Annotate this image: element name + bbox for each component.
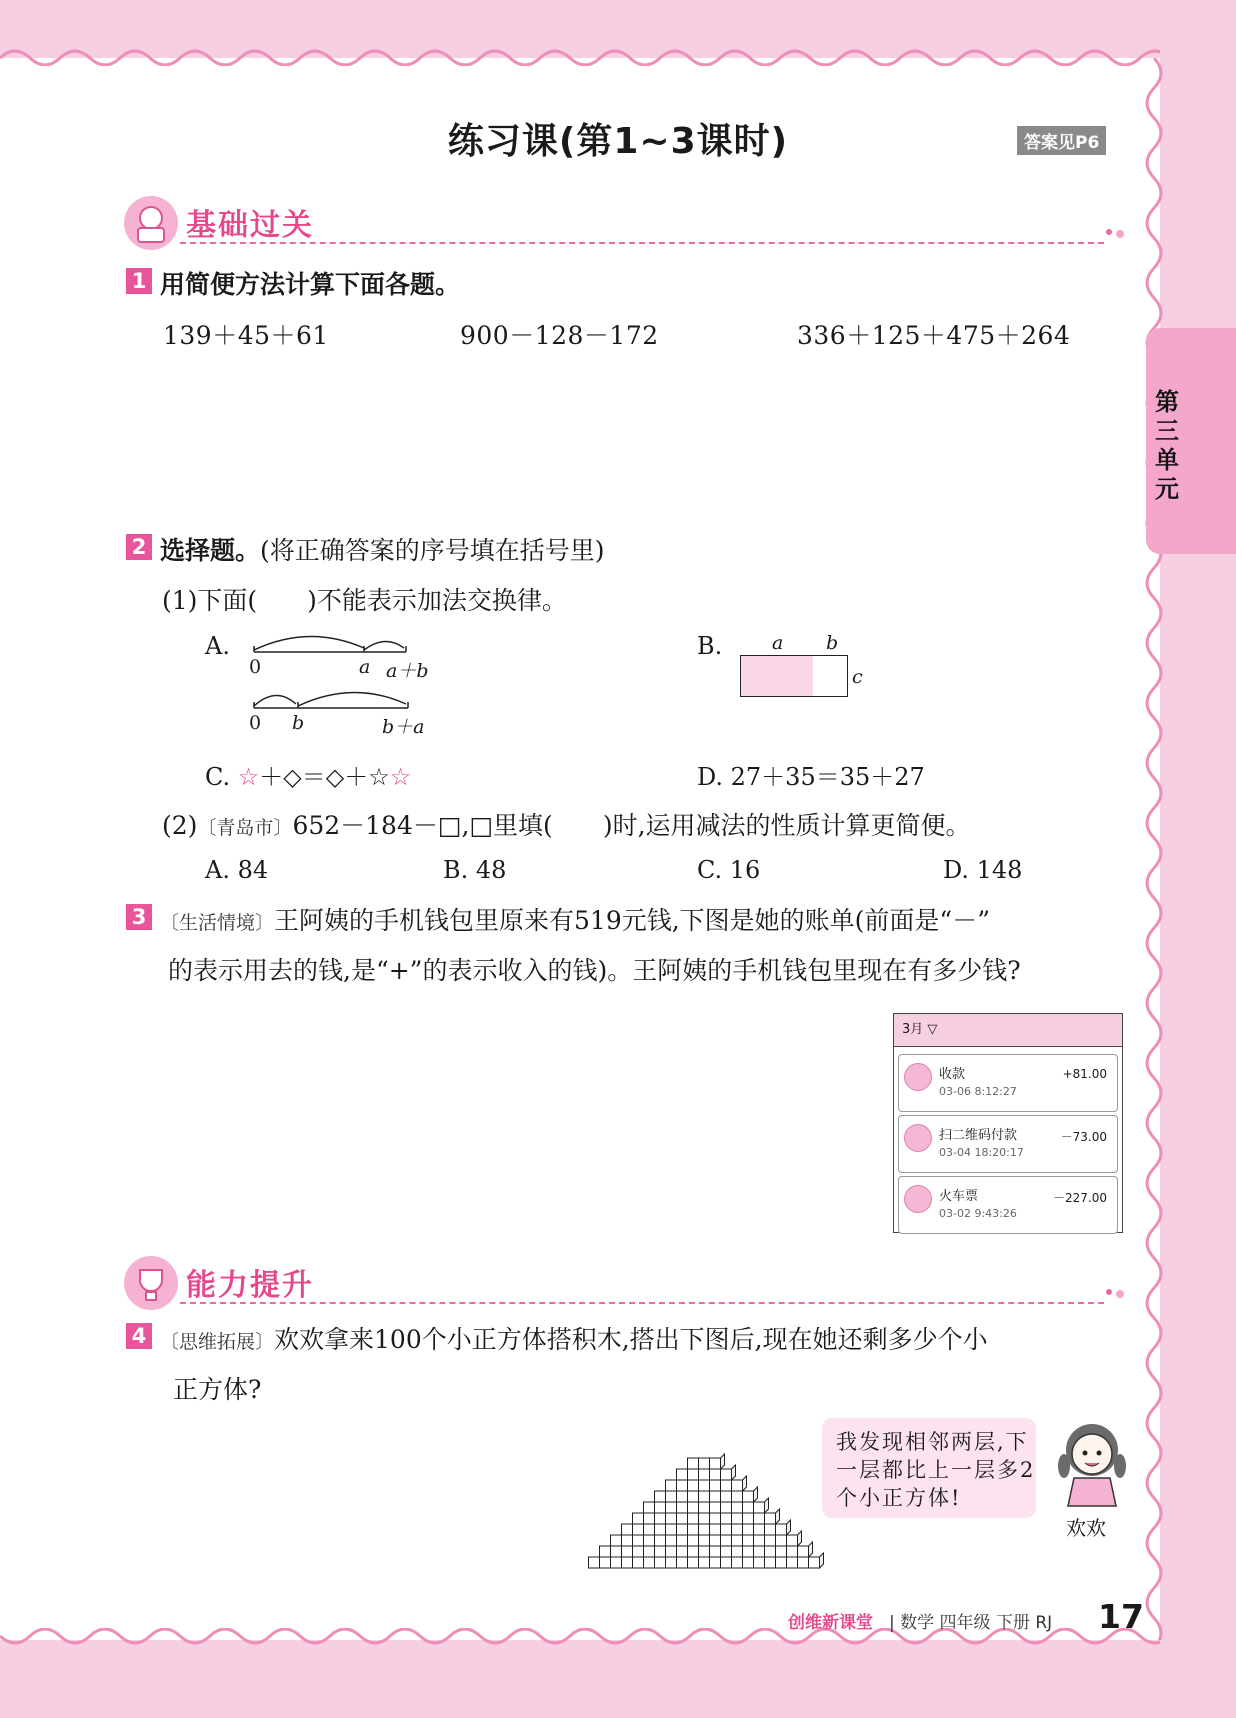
cube bbox=[633, 1546, 644, 1557]
right-wavy-border bbox=[1144, 58, 1170, 1640]
section-divider bbox=[180, 242, 1104, 244]
cube bbox=[666, 1535, 677, 1546]
footer-book-info: | 数学 四年级 下册 RJ bbox=[889, 1613, 1053, 1633]
cube bbox=[677, 1524, 688, 1535]
cube bbox=[622, 1524, 633, 1535]
q4-line1-text: 欢欢拿来100个小正方体搭积木,搭出下图后,现在她还剩多少个小 bbox=[274, 1325, 988, 1354]
cube-side-face bbox=[787, 1520, 791, 1535]
question-number-4: 4 bbox=[126, 1323, 152, 1349]
cube bbox=[710, 1469, 721, 1480]
cube bbox=[732, 1557, 743, 1568]
cube bbox=[710, 1491, 721, 1502]
answer-reference-badge: 答案见P6 bbox=[1017, 126, 1106, 155]
cube bbox=[688, 1469, 699, 1480]
bill-row-amount: －73.00 bbox=[1060, 1130, 1107, 1144]
bill-row-time: 03-02 9:43:26 bbox=[939, 1207, 1017, 1220]
cube-side-face bbox=[743, 1476, 747, 1491]
cube bbox=[743, 1502, 754, 1513]
cube bbox=[611, 1557, 622, 1568]
cube bbox=[633, 1557, 644, 1568]
question-4-line-2: 正方体? bbox=[173, 1375, 262, 1404]
q2-part2-option-b: B. 48 bbox=[443, 856, 507, 884]
cube bbox=[666, 1557, 677, 1568]
cube-side-face bbox=[820, 1553, 824, 1568]
cube bbox=[666, 1502, 677, 1513]
section-heading-advanced: 能力提升 bbox=[186, 1268, 314, 1303]
cube bbox=[688, 1546, 699, 1557]
cube bbox=[721, 1513, 732, 1524]
cube bbox=[710, 1480, 721, 1491]
numline-a-label: a bbox=[359, 656, 371, 678]
cube bbox=[721, 1491, 732, 1502]
cube bbox=[798, 1557, 809, 1568]
cube bbox=[732, 1535, 743, 1546]
q2-part2-option-d: D. 148 bbox=[943, 856, 1023, 884]
cube bbox=[688, 1502, 699, 1513]
cube bbox=[787, 1546, 798, 1557]
numline-b-plus-a-label: b＋a bbox=[382, 716, 425, 738]
cube bbox=[710, 1458, 721, 1469]
cube bbox=[787, 1557, 798, 1568]
cube bbox=[699, 1491, 710, 1502]
cube-side-face bbox=[776, 1509, 780, 1524]
q1-expression-3: 336＋125＋475＋264 bbox=[797, 321, 1071, 350]
bill-row-time: 03-04 18:20:17 bbox=[939, 1146, 1024, 1159]
cube bbox=[809, 1557, 820, 1568]
rect-c-label: c bbox=[852, 666, 863, 688]
q2-part1-stem: (1)下面( )不能表示加法交换律。 bbox=[162, 586, 567, 615]
cube bbox=[655, 1546, 666, 1557]
bill-row-name: 扫二维码付款 bbox=[939, 1128, 1018, 1143]
cube bbox=[677, 1469, 688, 1480]
q2-part2-option-c: C. 16 bbox=[697, 856, 761, 884]
mascot-icon bbox=[124, 196, 178, 250]
cube bbox=[721, 1469, 732, 1480]
footer-brand: 创维新课堂 bbox=[788, 1613, 873, 1633]
cube bbox=[688, 1480, 699, 1491]
cube bbox=[743, 1524, 754, 1535]
cube bbox=[754, 1546, 765, 1557]
q2-option-c-label: C. bbox=[205, 763, 231, 791]
cube bbox=[611, 1535, 622, 1546]
girl-name-label: 欢欢 bbox=[1066, 1516, 1106, 1540]
bill-screenshot bbox=[893, 1013, 1123, 1233]
cube bbox=[732, 1502, 743, 1513]
bill-month-selector: 3月 ▽ bbox=[894, 1014, 1122, 1047]
cube bbox=[611, 1546, 622, 1557]
cube bbox=[622, 1535, 633, 1546]
bill-row-time: 03-06 8:12:27 bbox=[939, 1085, 1017, 1098]
cube bbox=[655, 1557, 666, 1568]
cube-side-face bbox=[754, 1487, 758, 1502]
cube bbox=[710, 1557, 721, 1568]
cube bbox=[699, 1513, 710, 1524]
cube bbox=[732, 1513, 743, 1524]
cube bbox=[754, 1535, 765, 1546]
question-2-note: (将正确答案的序号填在括号里) bbox=[260, 536, 605, 565]
q2-part2-prefix: (2) bbox=[162, 811, 198, 840]
payment-icon bbox=[904, 1063, 932, 1091]
numline-b-zero: 0 bbox=[249, 712, 262, 734]
cube bbox=[666, 1491, 677, 1502]
cube bbox=[677, 1491, 688, 1502]
cube bbox=[688, 1535, 699, 1546]
q2-option-a-label: A. bbox=[205, 632, 230, 660]
section-divider bbox=[180, 1302, 1104, 1304]
question-1-text: 用简便方法计算下面各题。 bbox=[160, 270, 461, 299]
train-icon bbox=[904, 1185, 932, 1213]
cube bbox=[633, 1513, 644, 1524]
cube bbox=[688, 1557, 699, 1568]
cube bbox=[710, 1524, 721, 1535]
cube bbox=[721, 1524, 732, 1535]
q2-part2-stem bbox=[162, 806, 971, 842]
cube bbox=[677, 1557, 688, 1568]
cube bbox=[644, 1557, 655, 1568]
cube-side-face bbox=[765, 1498, 769, 1513]
question-number-2: 2 bbox=[126, 534, 152, 560]
cube bbox=[699, 1469, 710, 1480]
cube bbox=[710, 1502, 721, 1513]
cube bbox=[589, 1557, 600, 1568]
cube bbox=[776, 1524, 787, 1535]
cube bbox=[677, 1480, 688, 1491]
cube bbox=[798, 1546, 809, 1557]
cube bbox=[655, 1524, 666, 1535]
cube bbox=[754, 1557, 765, 1568]
cube bbox=[699, 1502, 710, 1513]
q1-expression-2: 900－128－172 bbox=[460, 321, 659, 350]
cube bbox=[677, 1546, 688, 1557]
numline-a-zero: 0 bbox=[249, 656, 262, 678]
cube bbox=[677, 1535, 688, 1546]
cube-side-face bbox=[809, 1542, 813, 1557]
cube bbox=[776, 1546, 787, 1557]
trophy-mascot-icon bbox=[124, 1256, 178, 1310]
cube bbox=[721, 1557, 732, 1568]
cube bbox=[677, 1502, 688, 1513]
cube bbox=[600, 1546, 611, 1557]
cube bbox=[666, 1524, 677, 1535]
cube bbox=[699, 1458, 710, 1469]
q3-tag: 〔生活情境〕 bbox=[160, 912, 275, 934]
bill-row bbox=[898, 1054, 1118, 1112]
qr-code-icon bbox=[904, 1124, 932, 1152]
cube bbox=[666, 1546, 677, 1557]
top-wavy-border bbox=[0, 40, 1160, 66]
cube bbox=[721, 1535, 732, 1546]
question-4-line-1 bbox=[160, 1320, 988, 1356]
cube bbox=[743, 1557, 754, 1568]
cube bbox=[644, 1513, 655, 1524]
question-2-text: 选择题。 bbox=[160, 536, 261, 565]
divider-dots-icon bbox=[1104, 228, 1126, 240]
cube bbox=[699, 1535, 710, 1546]
cube bbox=[721, 1502, 732, 1513]
cube-side-face bbox=[732, 1465, 736, 1480]
cube bbox=[765, 1557, 776, 1568]
bill-row-name: 收款 bbox=[939, 1067, 966, 1082]
cube bbox=[666, 1513, 677, 1524]
cube bbox=[600, 1557, 611, 1568]
cube bbox=[754, 1524, 765, 1535]
page-title: 练习课(第1~3课时) bbox=[447, 121, 789, 162]
cube bbox=[754, 1502, 765, 1513]
q3-line1-text: 王阿姨的手机钱包里原来有519元钱,下图是她的账单(前面是“－” bbox=[274, 906, 990, 935]
cube bbox=[699, 1557, 710, 1568]
bill-row bbox=[898, 1176, 1118, 1234]
girl-character-icon bbox=[1052, 1416, 1132, 1508]
cube bbox=[732, 1491, 743, 1502]
cube bbox=[699, 1524, 710, 1535]
cube bbox=[633, 1524, 644, 1535]
cube bbox=[644, 1546, 655, 1557]
cube bbox=[710, 1546, 721, 1557]
cube-side-face bbox=[798, 1531, 802, 1546]
cube bbox=[688, 1524, 699, 1535]
star-icon: ☆ bbox=[237, 763, 260, 791]
question-number-3: 3 bbox=[126, 904, 152, 930]
cube bbox=[655, 1513, 666, 1524]
cube bbox=[765, 1524, 776, 1535]
q2-part2-option-a: A. 84 bbox=[205, 856, 269, 884]
question-3-line-1 bbox=[160, 901, 1130, 937]
cube bbox=[754, 1513, 765, 1524]
cube bbox=[743, 1546, 754, 1557]
cube bbox=[644, 1502, 655, 1513]
cube bbox=[644, 1524, 655, 1535]
cube bbox=[710, 1513, 721, 1524]
cube bbox=[776, 1557, 787, 1568]
cube bbox=[743, 1513, 754, 1524]
q4-tag: 〔思维拓展〕 bbox=[160, 1331, 275, 1353]
cube bbox=[732, 1546, 743, 1557]
unit-tab-label: 第三单元 bbox=[1155, 388, 1179, 503]
cube bbox=[622, 1546, 633, 1557]
cube bbox=[776, 1535, 787, 1546]
rect-a-label: a bbox=[772, 632, 784, 654]
cube bbox=[688, 1513, 699, 1524]
cube bbox=[699, 1480, 710, 1491]
question-2-heading bbox=[160, 531, 605, 567]
q1-expression-1: 139＋45＋61 bbox=[163, 321, 329, 350]
speech-bubble-text: 我发现相邻两层,下一层都比上一层多2个小正方体! bbox=[836, 1430, 1036, 1510]
cube bbox=[677, 1513, 688, 1524]
cube bbox=[655, 1535, 666, 1546]
cube-pyramid-grid bbox=[589, 1454, 824, 1568]
divider-dots-icon bbox=[1104, 1288, 1126, 1300]
numline-b-label: b bbox=[292, 712, 305, 734]
cube bbox=[765, 1546, 776, 1557]
cube bbox=[688, 1458, 699, 1469]
bill-row bbox=[898, 1115, 1118, 1173]
q2-part2-text: 652－184－□,□里填( )时,运用减法的性质计算更简便。 bbox=[292, 811, 971, 840]
cube bbox=[666, 1480, 677, 1491]
q2-option-d: D. 27＋35＝35＋27 bbox=[697, 763, 925, 791]
cube bbox=[743, 1535, 754, 1546]
question-3-line-2: 的表示用去的钱,是“+”的表示收入的钱)。王阿姨的手机钱包里现在有多少钱? bbox=[168, 956, 1021, 985]
cube bbox=[765, 1535, 776, 1546]
cube-pyramid bbox=[582, 1448, 852, 1586]
cube bbox=[732, 1524, 743, 1535]
cube bbox=[787, 1535, 798, 1546]
q2-option-b-label: B. bbox=[697, 632, 723, 660]
cube bbox=[710, 1535, 721, 1546]
q2-part2-tag: 〔青岛市〕 bbox=[197, 817, 293, 839]
bill-row-amount: +81.00 bbox=[1062, 1067, 1107, 1081]
page-number: 17 bbox=[1098, 1597, 1144, 1636]
numline-a-plus-b-label: a＋b bbox=[386, 660, 429, 682]
rect-b-label: b bbox=[826, 632, 839, 654]
q2-option-c bbox=[205, 757, 411, 792]
cube bbox=[655, 1491, 666, 1502]
cube bbox=[743, 1491, 754, 1502]
cube bbox=[765, 1513, 776, 1524]
cube bbox=[732, 1480, 743, 1491]
section-heading-basic: 基础过关 bbox=[186, 208, 314, 243]
rectangle-a-by-c bbox=[740, 655, 815, 697]
cube bbox=[688, 1491, 699, 1502]
cube bbox=[699, 1546, 710, 1557]
cube bbox=[644, 1535, 655, 1546]
bill-row-amount: －227.00 bbox=[1053, 1191, 1107, 1205]
q2-option-c-equation: ＋◇＝◇＋☆ bbox=[259, 763, 390, 791]
star-icon: ☆ bbox=[389, 763, 412, 791]
question-number-1: 1 bbox=[126, 268, 152, 294]
rectangle-b-by-c bbox=[813, 655, 848, 697]
bill-row-name: 火车票 bbox=[939, 1189, 979, 1204]
cube bbox=[721, 1546, 732, 1557]
cube bbox=[721, 1480, 732, 1491]
cube bbox=[633, 1535, 644, 1546]
cube bbox=[622, 1557, 633, 1568]
cube-side-face bbox=[721, 1454, 725, 1469]
cube bbox=[655, 1502, 666, 1513]
